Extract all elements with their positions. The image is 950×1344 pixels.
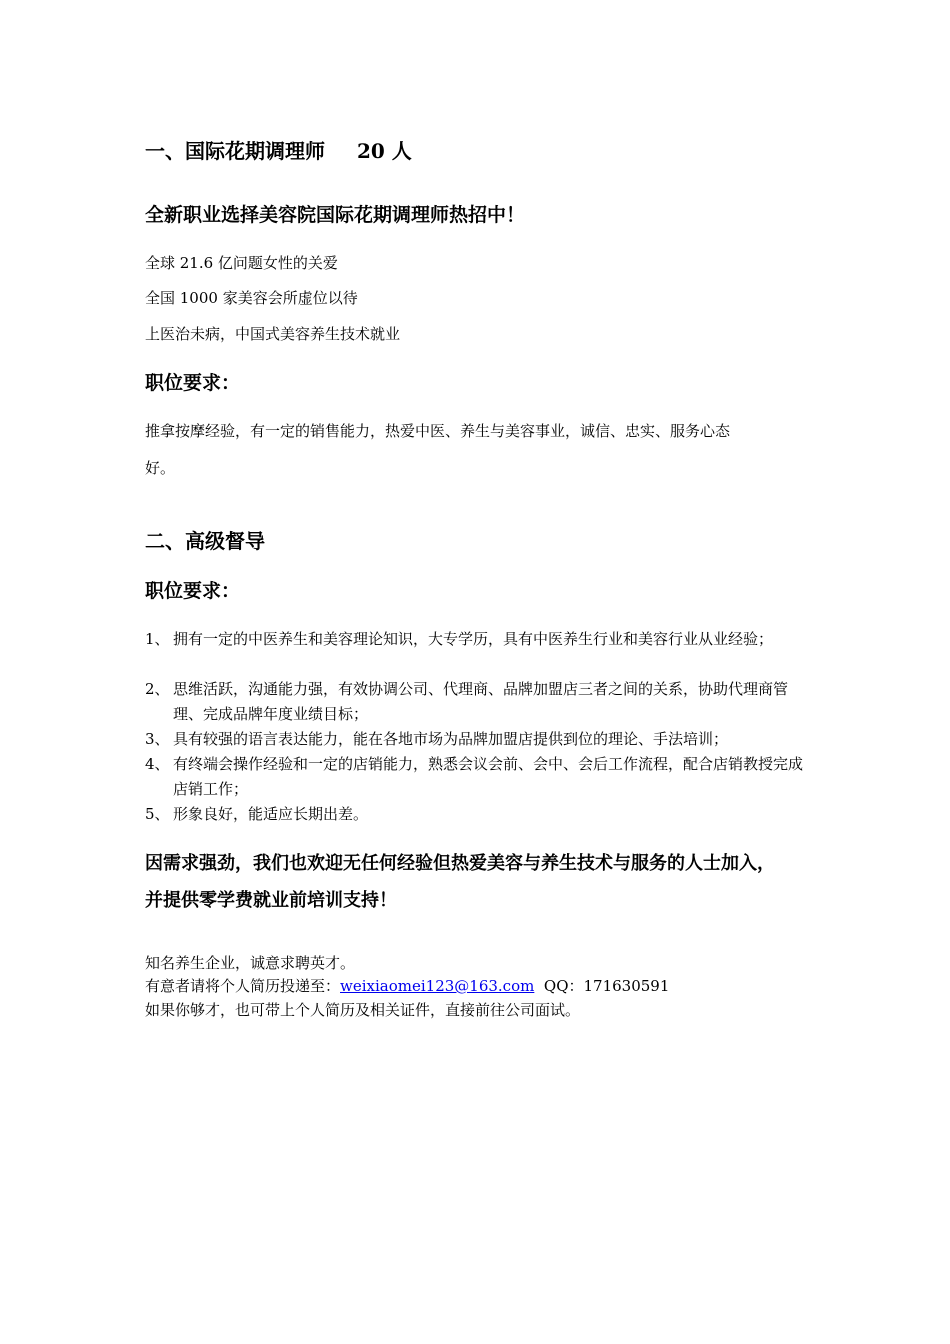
section2-title: 二、高级督导 [145,529,265,553]
section1-line-1: 全球 21.6 亿问题女性的关爱 [145,254,338,272]
section1-req-line-1: 推拿按摩经验，有一定的销售能力，热爱中医、养生与美容事业，诚信、忠实、服务心态 [145,422,731,440]
list-item-text: 有终端会操作经验和一定的店销能力，熟悉会议会前、会中、会后工作流程，配合店销教授完成店销工作； [173,755,804,798]
section1-title-row [145,138,412,164]
list-item [145,752,815,802]
list-item-number: 1、 [145,630,170,648]
list-item [145,802,815,827]
list-item-number: 4、 [145,755,170,773]
email-link[interactable]: weixiaomei123@163.com [340,977,535,995]
list-item-number: 3、 [145,730,170,748]
section1-headline: 全新职业选择美容院国际花期调理师热招中！ [145,204,526,226]
list-item [145,727,815,752]
contact-line-3: 如果你够才，也可带上个人简历及相关证件，直接前往公司面试。 [145,1001,581,1019]
notice-line-2: 并提供零学费就业前培训支持！ [145,890,397,911]
section1-req-line-2: 好。 [145,459,176,477]
qq-number: QQ：171630591 [543,977,670,995]
section1-line-2: 全国 1000 家美容会所虚位以待 [145,289,358,307]
list-item-text: 形象良好，能适应长期出差。 [173,805,369,823]
contact-prefix: 有意者请将个人简历投递至： [145,977,341,995]
notice-line-1: 因需求强劲，我们也欢迎无任何经验但热爱美容与养生技术与服务的人士加入， [145,853,775,874]
list-item [145,627,815,652]
section2-req-heading: 职位要求： [145,580,241,602]
section1-title: 一、国际花期调理师 [145,139,325,163]
list-item-text: 拥有一定的中医养生和美容理论知识，大专学历，具有中医养生行业和美容行业从业经验； [173,630,774,648]
section1-req-heading: 职位要求： [145,372,241,394]
list-item-text: 思维活跃，沟通能力强，有效协调公司、代理商、品牌加盟店三者之间的关系，协助代理商管理、完成品牌年度业绩目标； [173,680,789,723]
list-item [145,677,815,727]
contact-line-1: 知名养生企业，诚意求聘英才。 [145,954,356,972]
list-item-number: 2、 [145,680,170,698]
list-item-text: 具有较强的语言表达能力，能在各地市场为品牌加盟店提供到位的理论、手法培训； [173,730,729,748]
list-item-number: 5、 [145,805,170,823]
contact-line-2 [145,976,669,996]
section1-line-3: 上医治未病，中国式美容养生技术就业 [145,325,401,343]
section1-count: 20 人 [357,139,412,163]
